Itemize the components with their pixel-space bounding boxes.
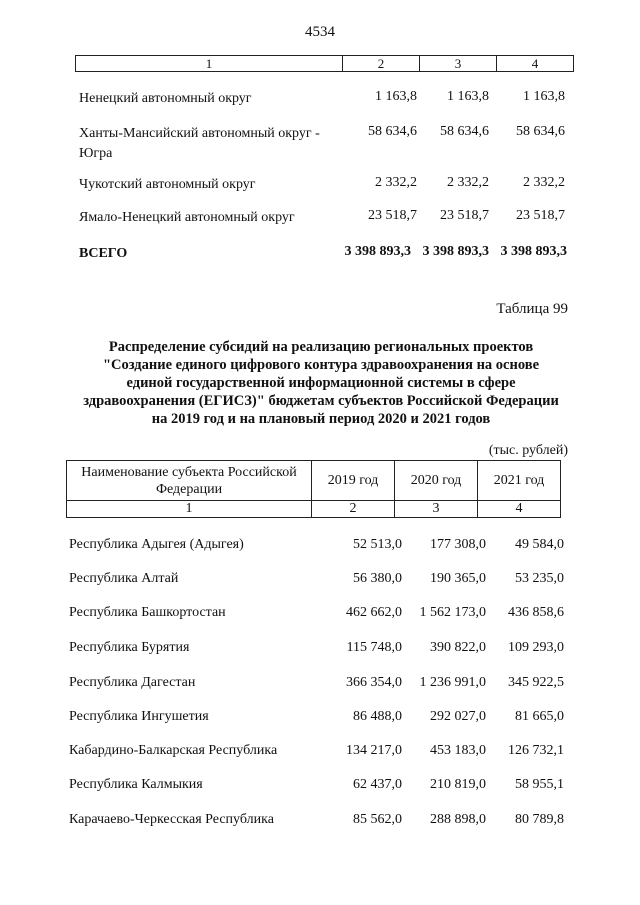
value-2020: 58 634,6 xyxy=(440,124,489,139)
region-name: Ямало-Ненецкий автономный округ xyxy=(79,210,295,225)
value-2021: 126 732,1 xyxy=(508,743,564,758)
table-row xyxy=(66,741,572,761)
region-name: Карачаево-Черкесская Республика xyxy=(69,812,274,827)
title-line: "Создание единого цифрового контура здравоохранения на основе xyxy=(102,357,540,373)
value-2019: 52 513,0 xyxy=(353,537,402,552)
value-2020: 2 332,2 xyxy=(447,175,489,190)
table-row xyxy=(66,775,572,795)
value-2021: 53 235,0 xyxy=(515,571,564,586)
total-label: ВСЕГО xyxy=(79,246,128,261)
region-name: Республика Адыгея (Адыгея) xyxy=(69,537,244,552)
value-2020: 292 027,0 xyxy=(430,709,486,724)
total-2021: 3 398 893,3 xyxy=(500,244,567,259)
total-2020: 3 398 893,3 xyxy=(422,244,489,259)
value-2019: 2 332,2 xyxy=(375,175,417,190)
value-2020: 390 822,0 xyxy=(430,640,486,655)
units-label: (тыс. рублей) xyxy=(488,443,568,458)
value-2020: 288 898,0 xyxy=(430,812,486,827)
value-2020: 177 308,0 xyxy=(430,537,486,552)
table-row xyxy=(66,535,572,555)
value-2021: 2 332,2 xyxy=(523,175,565,190)
value-2021: 23 518,7 xyxy=(516,208,565,223)
value-2021: 109 293,0 xyxy=(508,640,564,655)
value-2019: 58 634,6 xyxy=(368,124,417,139)
value-2021: 58 955,1 xyxy=(515,777,564,792)
table-row xyxy=(66,707,572,727)
main-table-header xyxy=(66,460,561,518)
value-2020: 210 819,0 xyxy=(430,777,486,792)
value-2019: 462 662,0 xyxy=(346,605,402,620)
table-label: Таблица 99 xyxy=(496,301,568,317)
header-2019: 2019 год xyxy=(312,461,395,501)
value-2020: 1 236 991,0 xyxy=(419,675,486,690)
table-row xyxy=(66,603,572,623)
title-line: здравоохранения (ЕГИСЗ)" бюджетам субъектов Российской Федерации xyxy=(83,393,559,409)
value-2019: 86 488,0 xyxy=(353,709,402,724)
value-2020: 23 518,7 xyxy=(440,208,489,223)
table-row xyxy=(66,673,572,693)
value-2021: 81 665,0 xyxy=(515,709,564,724)
title-line: Распределение субсидий на реализацию региональных проектов xyxy=(108,339,534,355)
region-name: Ненецкий автономный округ xyxy=(79,91,252,106)
value-2020: 1 163,8 xyxy=(447,89,489,104)
top-header-col-2: 2 xyxy=(343,56,420,72)
table-row xyxy=(66,638,572,658)
page-number: 4534 xyxy=(305,24,335,40)
value-2020: 1 562 173,0 xyxy=(419,605,486,620)
value-2020: 190 365,0 xyxy=(430,571,486,586)
table-row xyxy=(66,569,572,589)
region-name: Республика Дагестан xyxy=(69,675,196,690)
header-number-1: 1 xyxy=(67,501,312,518)
value-2019: 56 380,0 xyxy=(353,571,402,586)
value-2019: 23 518,7 xyxy=(368,208,417,223)
region-name: Республика Башкортостан xyxy=(69,605,226,620)
header-number-4: 4 xyxy=(478,501,561,518)
value-2019: 115 748,0 xyxy=(346,640,402,655)
region-name: Республика Алтай xyxy=(69,571,179,586)
value-2021: 436 858,6 xyxy=(508,605,564,620)
top-header-col-4: 4 xyxy=(497,56,574,72)
value-2019: 62 437,0 xyxy=(353,777,402,792)
value-2021: 49 584,0 xyxy=(515,537,564,552)
region-name: Чукотский автономный округ xyxy=(79,177,256,192)
value-2021: 1 163,8 xyxy=(523,89,565,104)
value-2019: 366 354,0 xyxy=(346,675,402,690)
region-name: Кабардино-Балкарская Республика xyxy=(69,743,278,758)
top-header-col-1: 1 xyxy=(76,56,343,72)
header-number-3: 3 xyxy=(395,501,478,518)
header-2020: 2020 год xyxy=(395,461,478,501)
header-number-2: 2 xyxy=(312,501,395,518)
header-2021: 2021 год xyxy=(478,461,561,501)
value-2021: 80 789,8 xyxy=(515,812,564,827)
table-title xyxy=(70,338,572,428)
title-line: единой государственной информационной системы в сфере xyxy=(126,375,516,391)
value-2020: 453 183,0 xyxy=(430,743,486,758)
value-2021: 345 922,5 xyxy=(508,675,564,690)
top-table-header xyxy=(75,55,574,72)
top-header-col-3: 3 xyxy=(420,56,497,72)
header-region: Наименование субъекта Российской Федерации xyxy=(67,461,312,501)
region-name: Республика Бурятия xyxy=(69,640,190,655)
value-2019: 85 562,0 xyxy=(353,812,402,827)
table-row xyxy=(66,810,572,830)
value-2021: 58 634,6 xyxy=(516,124,565,139)
total-2019: 3 398 893,3 xyxy=(344,244,411,259)
region-name: Республика Ингушетия xyxy=(69,709,209,724)
region-name: Ханты-Мансийский автономный округ - Югра xyxy=(79,126,320,161)
value-2019: 1 163,8 xyxy=(375,89,417,104)
value-2019: 134 217,0 xyxy=(346,743,402,758)
title-line: на 2019 год и на плановый период 2020 и 2021 годов xyxy=(151,411,491,427)
region-name: Республика Калмыкия xyxy=(69,777,203,792)
